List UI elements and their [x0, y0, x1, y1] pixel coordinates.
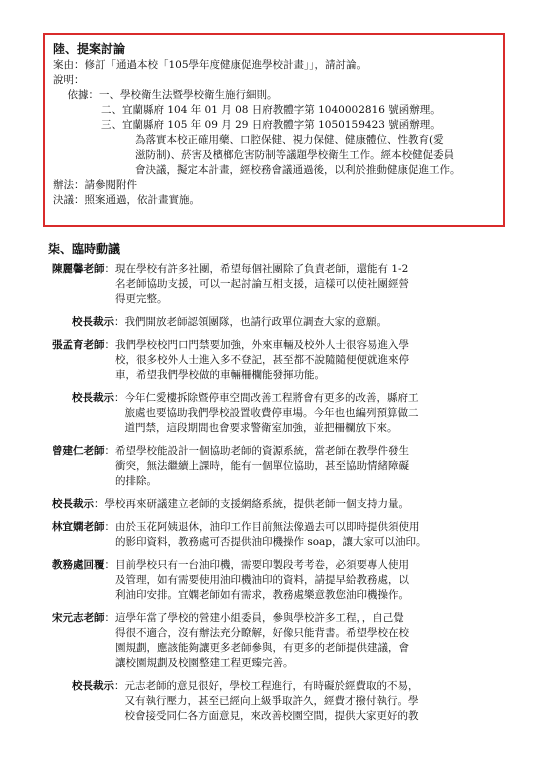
motion-line: 得很不適合，沒有辦法充分瞭解，好像只能背書。希望學校在校: [115, 627, 409, 639]
motion-text: [125, 315, 503, 330]
proposal-case: 案由：修訂「通過本校「105學年度健康促進學校計畫」」，請討論。: [53, 59, 368, 71]
motion-line: 旅處也要協助我們學校設置收費停車場。今年也也編列預算做二: [124, 407, 419, 419]
proposal-resolution: 決議：照案通過，依計畫實施。: [53, 194, 200, 206]
motion-line: 學校再來研議建立老師的支援網絡系統，提供老師一個支持力量。: [104, 498, 409, 510]
motion-line: 校，很多校外人士進入多不登記，甚至都不說隨隨便便就進來停: [115, 354, 409, 366]
proposal-method: 辦法：請參閱附件: [53, 179, 137, 191]
motion-entry: 曾建仁老師 ： 希望學校能設計一個協助老師的資源系統，當老師在教學件發生 衝突，無法繼續上課時，能有一個單位協助，甚至協助情緒障礙 的排除。: [52, 444, 502, 489]
motion-text: [125, 391, 503, 436]
basis-note-line-1: 為落實本校正確用藥、口腔保健、視力保健、健康體位、性教育(愛: [135, 134, 444, 146]
speaker-name: 教務處回覆: [52, 559, 105, 571]
motion-line: 今年仁愛樓拆除暨停車空間改善工程將會有更多的改善，縣府工: [124, 392, 419, 404]
motions-section: [48, 241, 502, 732]
motion-text: [115, 444, 502, 489]
speaker-name: 陳麗馨老師: [52, 263, 105, 275]
proposal-box: [43, 33, 505, 227]
basis-item-1: 一、學校衛生法暨學校衛生施行細則。: [99, 89, 278, 101]
motion-line: 利油印安排。宜嫻老師如有需求，教務處樂意教您油印機操作。: [115, 589, 409, 601]
speaker-name: 宋元志老師: [52, 612, 105, 624]
motion-text: [115, 520, 502, 550]
motion-line: 的排除。: [115, 475, 157, 487]
motion-line: 讓校園規劃及校園整建工程更臻完善。: [115, 657, 294, 669]
speaker-name: 校長裁示: [72, 316, 114, 328]
basis-label: 依據：: [67, 89, 99, 101]
motion-text: [125, 679, 503, 724]
motion-line: 及管理，如有需要使用油印機油印的資料，請提早給教務處，以: [115, 574, 409, 586]
speaker-name: 張孟育老師: [52, 339, 105, 351]
motions-heading: 柒、臨時動議: [48, 242, 121, 256]
motion-line: 我們學校校門口門禁要加強，外來車輛及校外人士很容易進入學: [115, 339, 409, 351]
motion-line: 衝突，無法繼續上課時，能有一個單位協助，甚至協助情緒障礙: [115, 460, 409, 472]
speaker-name: 曾建仁老師: [52, 445, 105, 457]
basis-item-2: 二、宜蘭縣府 104 年 01 月 08 日府教體字第 1040002816 號函辦理。: [101, 104, 441, 116]
motion-line: 園規劃，應該能夠讓更多老師參與，有更多的老師提供建議，會: [115, 642, 409, 654]
basis-note-line-2: 滋防制)、菸害及檳榔危害防制等議題學校衛生工作。經本校健促委員: [135, 149, 455, 161]
motion-entry: 張孟育老師 ： 我們學校校門口門禁要加強，外來車輛及校外人士很容易進入學 校，很多校外人士進入多不登記，甚至都不說隨隨便便就進來停 車，希望我們學校做的車輛柵欄能發揮功能。: [52, 338, 502, 383]
motion-text: [115, 558, 502, 603]
motion-line: 又有執行壓力，甚至已經向上級爭取許久，經費才撥付執行。學: [124, 695, 419, 707]
motion-line: 這學年當了學校的營建小組委員，參與學校許多工程，，自己覺: [115, 612, 404, 624]
motion-entry: 校長裁示 ： 學校再來研議建立老師的支援網絡系統，提供老師一個支持力量。: [52, 497, 502, 512]
motion-line: 得更完整。: [115, 293, 168, 305]
motion-entry: 林宜嫻老師 ： 由於玉花阿姨退休，油印工作目前無法像過去可以即時提供須使用 的影印資料，教務處可否提供油印機操作 soap，讓大家可以油印。: [52, 520, 502, 550]
motion-line: 元志老師的意見很好，學校工程進行，有時礙於經費取的不易，: [124, 680, 419, 692]
motion-line: 校會接受同仁各方面意見，來改善校園空間，提供大家更好的教: [124, 710, 419, 722]
speaker-name: 校長裁示: [72, 392, 114, 404]
motion-line: 希望學校能設計一個協助老師的資源系統，當老師在教學件發生: [115, 445, 409, 457]
motion-entry: 教務處回覆 ： 目前學校只有一台油印機，需要印製段考考卷，必須要專人使用 及管理，如有需要使用油印機油印的資料，請提早給教務處，以 利油印安排。宜嫻老師如有需求，教務處樂意教您油印機操作。: [52, 558, 502, 603]
motion-line: 的影印資料，教務處可否提供油印機操作 soap，讓大家可以油印。: [115, 536, 427, 548]
speaker-name: 校長裁示: [72, 680, 114, 692]
motion-line: 道門禁，這段期間也會要求警衛室加強，並把柵欄放下來。: [124, 422, 398, 434]
motion-line: 我們開放老師認領團隊，也請行政單位調查大家的意願。: [124, 316, 387, 328]
motion-line: 名老師協助支援，可以一起討論互相支援，這樣可以使社團經營: [115, 278, 409, 290]
motion-text: [115, 262, 502, 307]
proposal-explain-label: 說明：: [53, 74, 85, 86]
basis-row: [61, 88, 495, 103]
basis-note-line-3: 會決議，擬定本計畫，經校務會議通過後，以利於推動健康促進工作。: [135, 164, 461, 176]
motion-entry: 校長裁示 ： 我們開放老師認領團隊，也請行政單位調查大家的意願。: [52, 315, 502, 330]
speaker-name: 林宜嫻老師: [52, 521, 105, 533]
motion-line: 車，希望我們學校做的車輛柵欄能發揮功能。: [115, 369, 325, 381]
basis-item-3: 三、宜蘭縣府 105 年 09 月 29 日府教體字第 1050159423 號函辦理。: [101, 119, 441, 131]
proposal-heading: 陸、提案討論: [53, 42, 126, 56]
motion-line: 目前學校只有一台油印機，需要印製段考考卷，必須要專人使用: [115, 559, 409, 571]
motion-text: [115, 611, 502, 671]
motion-entry: 校長裁示 ： 元志老師的意見很好，學校工程進行，有時礙於經費取的不易， 又有執行壓力，甚至已經向上級爭取許久，經費才撥付執行。學 校會接受同仁各方面意見，來改善校園空間，提供大家更好的教: [52, 679, 502, 724]
speaker-name: 校長裁示: [52, 498, 94, 510]
motion-entry: 校長裁示 ： 今年仁愛樓拆除暨停車空間改善工程將會有更多的改善，縣府工 旅處也要協助我們學校設置收費停車場。今年也也編列預算做二 道門禁，這段期間也會要求警衛室加強，並把柵欄放下來。: [52, 391, 502, 436]
motion-entry: 陳麗馨老師 ： 現在學校有許多社團，希望每個社團除了負責老師，還能有 1-2 名老師協助支援，可以一起討論互相支援，這樣可以使社團經營 得更完整。: [52, 262, 502, 307]
motion-text: [115, 338, 502, 383]
motion-entry: 宋元志老師 ： 這學年當了學校的營建小組委員，參與學校許多工程，，自己覺 得很不適合，沒有辦法充分瞭解，好像只能背書。希望學校在校 園規劃，應該能夠讓更多老師參與，有更多的老師提供建議，會 讓校園規劃及校園整建工程更臻完善。: [52, 611, 502, 671]
motion-line: 由於玉花阿姨退休，油印工作目前無法像過去可以即時提供須使用: [115, 521, 420, 533]
motion-text: [105, 497, 503, 512]
motion-line: 現在學校有許多社團，希望每個社團除了負責老師，還能有 1-2: [115, 263, 409, 275]
